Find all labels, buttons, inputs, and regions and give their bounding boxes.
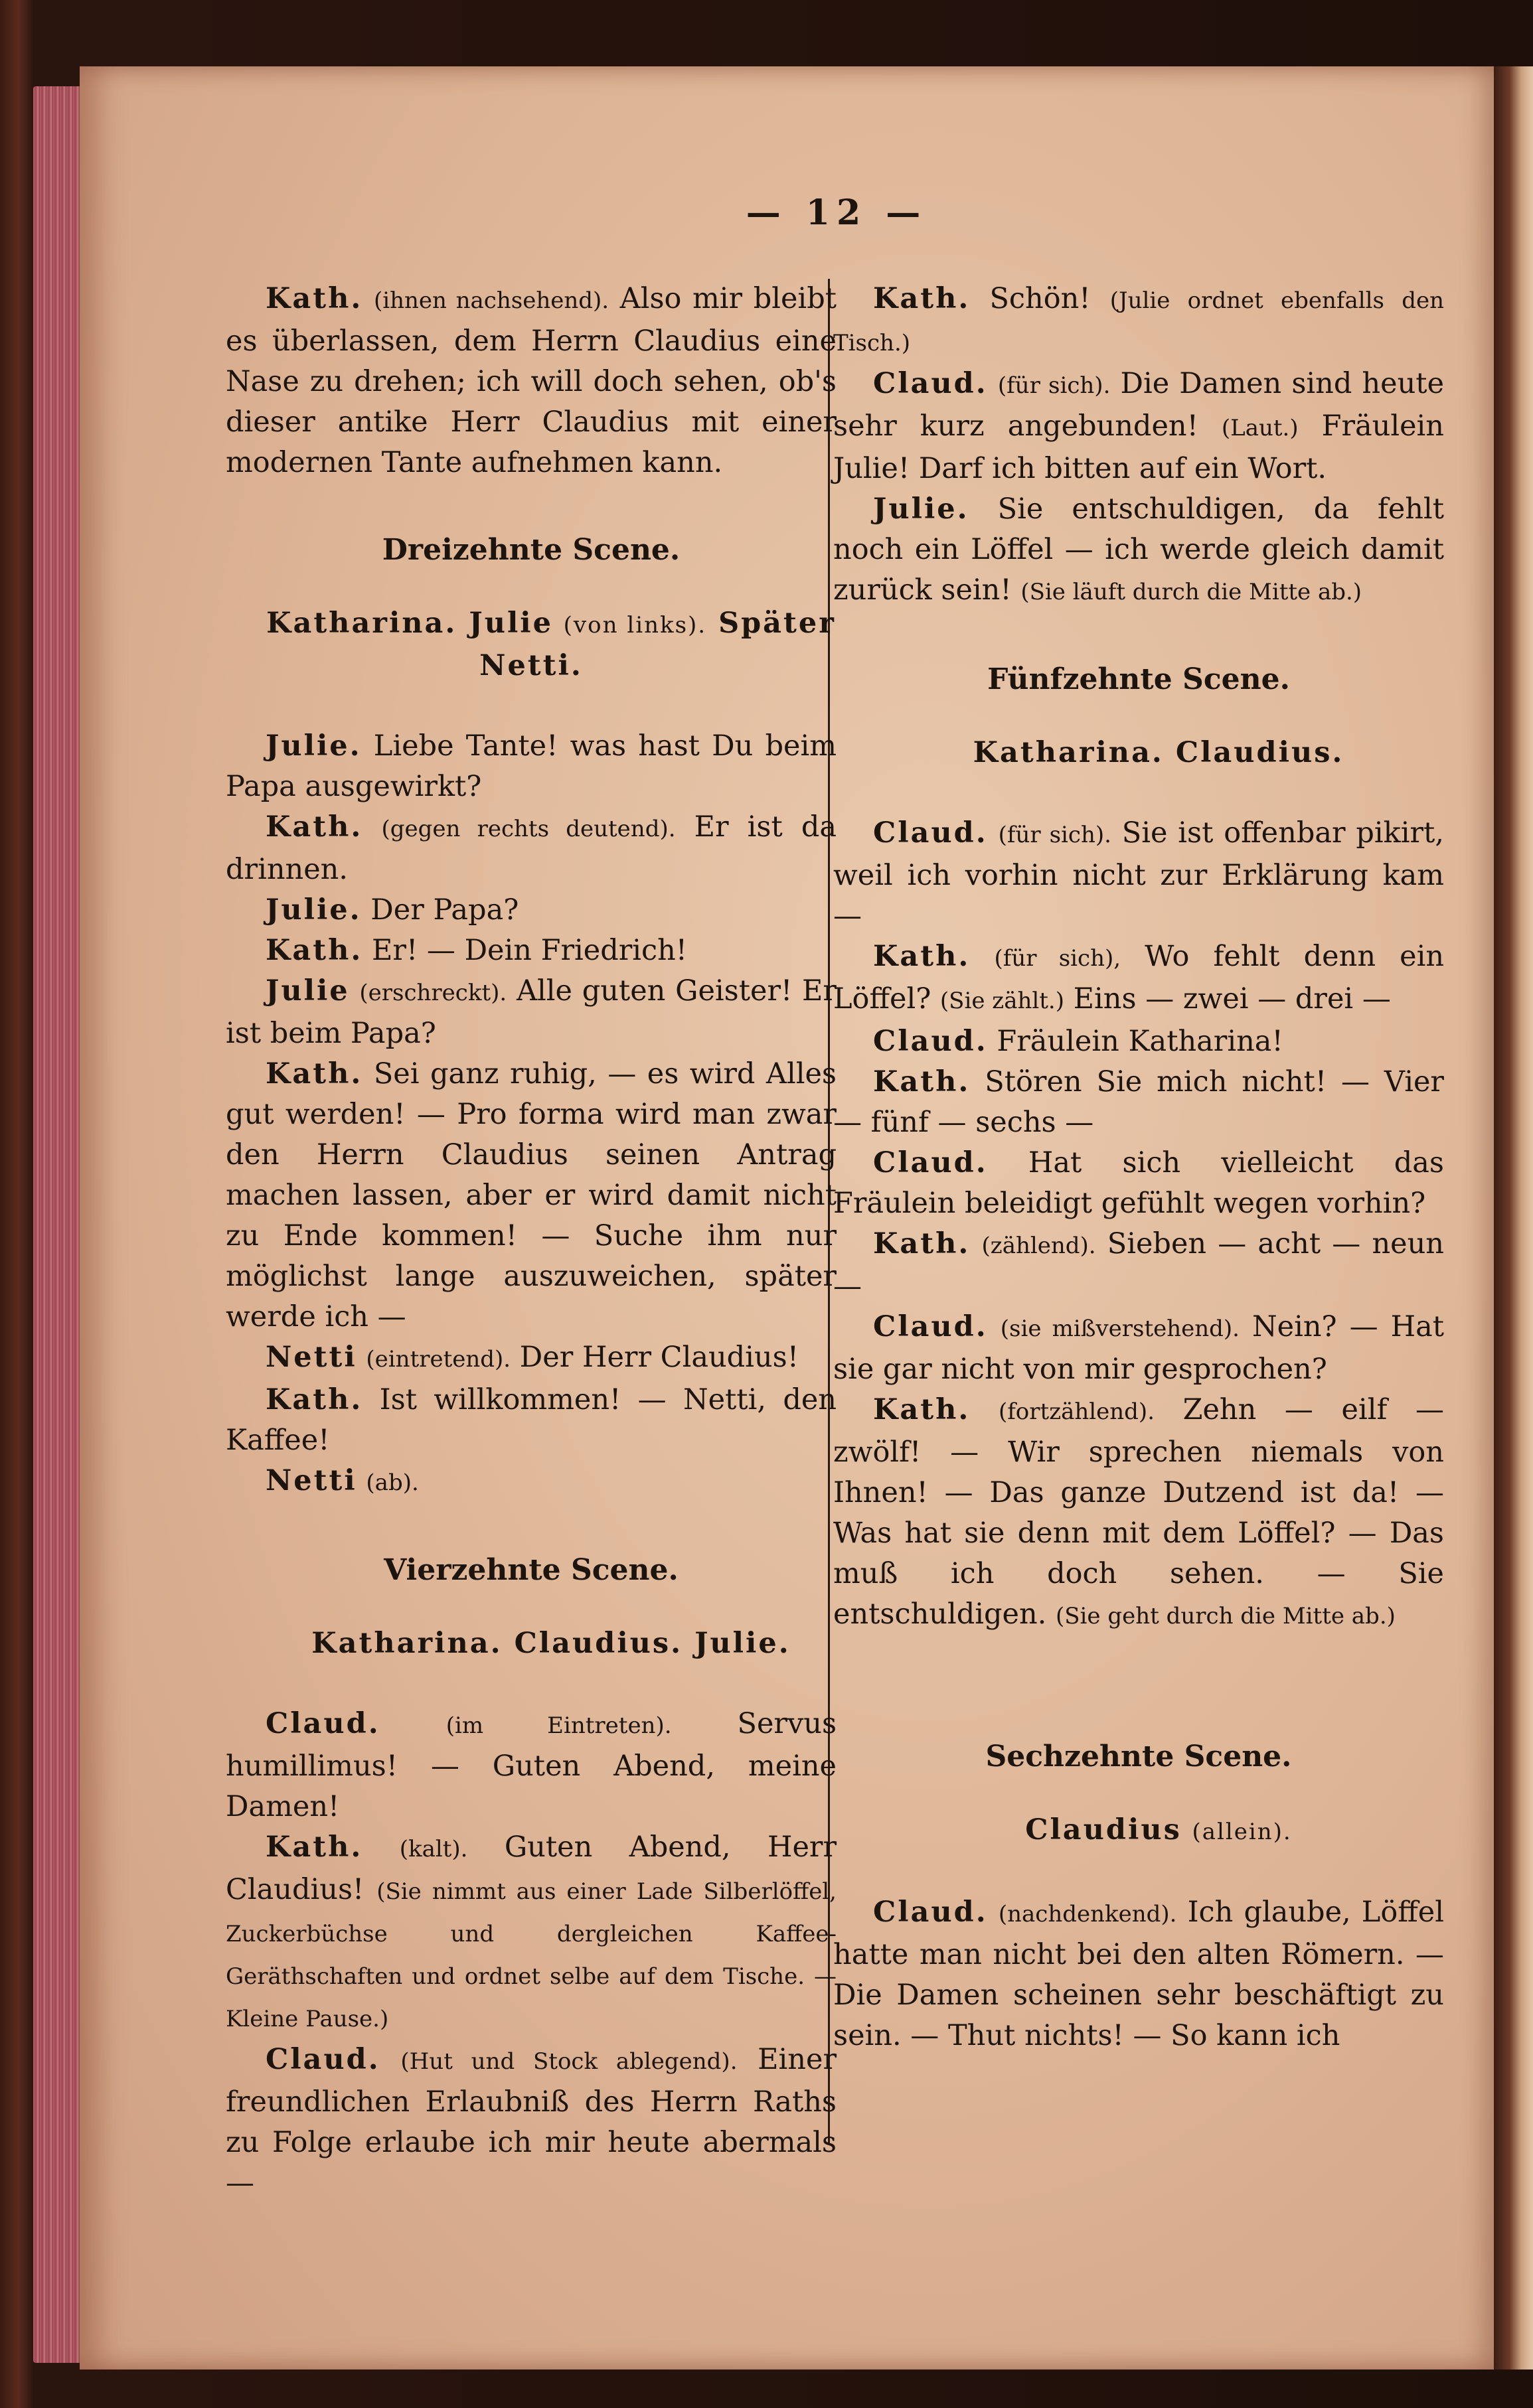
- speech-netti-2: [226, 1461, 837, 1503]
- speech-text: Hat sich vielleicht das Fräulein beleidigt gefühlt wegen vorhin?: [833, 1146, 1444, 1220]
- speaker: Kath.: [873, 1393, 971, 1426]
- speech-text: Eins — zwei — drei —: [1064, 982, 1391, 1016]
- speech-text: Alle guten Geister! Er ist beim Papa?: [226, 974, 837, 1050]
- speaker: Kath.: [873, 1065, 971, 1098]
- scene-heading-14: Vierzehnte Scene.: [384, 1553, 679, 1587]
- speech-julie-1: [226, 726, 837, 807]
- speech-claud-7: [833, 1307, 1444, 1390]
- speech-text: Schön!: [970, 282, 1091, 315]
- speaker: Julie: [266, 974, 350, 1008]
- speech-text: Sei ganz ruhig, — es wird Alles gut werden! — Pro forma wird man zwar den Herrn Claudius seinen Antrag machen lassen, aber er wird damit nicht zu Ende kommen! — Suche ihm nur möglichst lange auszuweichen, später werde ich —: [226, 1057, 837, 1333]
- speech-text: Fräulein Julie! Darf ich bitten auf ein Wort.: [833, 410, 1444, 485]
- stage-direction: (im Eintreten).: [445, 1712, 672, 1739]
- speaker: Kath.: [266, 934, 363, 967]
- stage-direction: (von links).: [563, 612, 707, 639]
- stage-direction: (für sich).: [998, 822, 1111, 848]
- book-gutter: [1494, 66, 1533, 2370]
- speech-text: Sie ist offenbar pikirt, weil ich vorhin nicht zur Erklärung kam —: [833, 816, 1444, 933]
- stage-direction: (Laut.): [1221, 415, 1299, 441]
- speaker: Claud.: [266, 2043, 380, 2076]
- speech-claud-4: [833, 813, 1444, 937]
- stage-direction: (sie mißverstehend).: [1000, 1316, 1240, 1342]
- speaker: Kath.: [266, 810, 363, 844]
- left-column: [226, 279, 837, 2204]
- scene-cast-14: [226, 1623, 837, 1664]
- speaker: Kath.: [873, 1227, 971, 1260]
- speech-julie-2: [226, 890, 837, 931]
- speaker: Kath.: [266, 1383, 363, 1416]
- speech-julie-4: [833, 489, 1444, 613]
- stage-direction: (eintretend).: [366, 1346, 511, 1373]
- speech-text: Stören Sie mich nicht! — Vier — fünf — sechs —: [833, 1065, 1444, 1139]
- stage-direction: (Sie läuft durch die Mitte ab.): [1020, 579, 1362, 605]
- speech-kath-4: [226, 1054, 837, 1337]
- speaker: Claud.: [266, 1707, 380, 1740]
- speaker: Kath.: [266, 1831, 363, 1864]
- right-column: [833, 279, 1444, 2056]
- speaker: Claud.: [873, 1896, 988, 1929]
- stage-direction: (allein).: [1192, 1819, 1292, 1845]
- speech-kath-10: [833, 1224, 1444, 1307]
- speaker: Claud.: [873, 1310, 988, 1343]
- speaker: Claud.: [873, 816, 988, 850]
- speech-text: Fräulein Katharina!: [987, 1025, 1283, 1058]
- speech-claud-3: [833, 364, 1444, 489]
- scene-cast-13: [226, 603, 837, 686]
- stage-direction: (kalt).: [399, 1836, 468, 1862]
- speech-text: Sieben — acht — neun —: [833, 1227, 1444, 1303]
- speech-text: Er ist da drinnen.: [226, 810, 837, 886]
- speech-claud-2: [226, 2040, 837, 2204]
- speech-text: Guten Abend, Herr Claudius!: [226, 1831, 837, 1906]
- speech-julie-3: [226, 971, 837, 1054]
- stage-direction: (fortzählend).: [998, 1398, 1155, 1425]
- speech-text: Liebe Tante! was hast Du beim Papa ausgewirkt?: [226, 729, 837, 803]
- stage-direction: (Hut und Stock ablegend).: [400, 2048, 738, 2075]
- speech-netti-1: [226, 1337, 837, 1380]
- speaker: Julie.: [266, 729, 362, 763]
- speech-text: Ich glaube, Löffel hatte man nicht bei den alten Römern. — Die Damen scheinen sehr beschäftigt zu sein. — Thut nichts! — So kann ich: [833, 1896, 1444, 2052]
- speech-text: Einer freundlichen Erlaubniß des Herrn Raths zu Folge erlaube ich mir heute abermals—: [226, 2043, 837, 2200]
- stage-direction: (für sich).: [997, 372, 1111, 399]
- speech-text: Servus humillimus! — Guten Abend, meine Damen!: [226, 1707, 837, 1823]
- stage-direction: (zählend).: [981, 1233, 1096, 1259]
- scene-cast-16: [833, 1810, 1444, 1852]
- speech-text: Wo fehlt denn ein Löffel?: [833, 940, 1445, 1016]
- stage-direction: (ab).: [366, 1469, 419, 1496]
- speech-text: Also mir bleibt es überlassen, dem Herrn Claudius eine Nase zu drehen; ich will doch sehen, ob's dieser antike Herr Claudius mit einer modernen Tante aufnehmen kann.: [226, 282, 837, 479]
- speaker: Claud.: [873, 1025, 988, 1058]
- speaker: Julie.: [873, 492, 969, 526]
- page-number: — 12 —: [746, 192, 928, 233]
- speaker: Netti: [266, 1341, 357, 1374]
- speech-text: Ist willkommen! — Netti, den Kaffee!: [226, 1383, 837, 1457]
- stage-direction: (Sie nimmt aus einer Lade Silberlöffel, Zuckerbüchse und dergleichen Kaffee-Geräthschaften und ordnet selbe auf dem Tische. — Kleine Pause.): [226, 1878, 837, 2032]
- speaker: Kath.: [266, 282, 363, 315]
- speech-claud-6: [833, 1143, 1444, 1224]
- speech-text: Sie entschuldigen, da fehlt noch ein Löffel — ich werde gleich damit zurück sein!: [833, 492, 1444, 607]
- speech-text: Nein? — Hat sie gar nicht von mir gesprochen?: [833, 1310, 1444, 1386]
- speech-text: Der Papa?: [361, 893, 519, 927]
- scene-cast-15: [833, 733, 1444, 773]
- scene-heading-16: Sechzehnte Scene.: [985, 1740, 1292, 1773]
- stage-direction: (Sie geht durch die Mitte ab.): [1056, 1603, 1396, 1629]
- speaker: Kath.: [873, 282, 971, 315]
- speech-claud-8: [833, 1892, 1444, 2056]
- cast-names: Katharina. Claudius.: [973, 736, 1344, 769]
- speaker: Kath.: [873, 940, 971, 973]
- cast-names: Katharina. Julie: [266, 607, 553, 640]
- speech-claud-5: [833, 1021, 1444, 1062]
- stage-direction: (erschreckt).: [359, 980, 507, 1006]
- speaker: Claud.: [873, 1146, 988, 1179]
- speech-kath-1: [226, 279, 837, 483]
- stage-direction: (für sich),: [994, 945, 1121, 972]
- stage-direction: (nachdenkend).: [998, 1901, 1177, 1927]
- speaker: Claud.: [873, 367, 988, 400]
- speech-text: Er! — Dein Friedrich!: [363, 934, 688, 967]
- stage-direction: (Julie ordnet ebenfalls den Tisch.): [833, 287, 1445, 356]
- speech-kath-3: [226, 931, 837, 971]
- speech-kath-5: [226, 1380, 837, 1461]
- cast-names: Claudius: [1025, 1813, 1182, 1846]
- speaker: Kath.: [266, 1057, 363, 1091]
- speech-kath-11: [833, 1390, 1444, 1637]
- speech-kath-9: [833, 1062, 1444, 1143]
- scene-heading-15: Fünfzehnte Scene.: [987, 662, 1290, 696]
- scene-heading-13: Dreizehnte Scene.: [382, 533, 681, 567]
- stage-direction: (gegen rechts deutend).: [381, 816, 676, 842]
- speech-kath-2: [226, 807, 837, 890]
- speech-text: Die Damen sind heute sehr kurz angebunden!: [833, 367, 1445, 443]
- speech-text: Der Herr Claudius!: [511, 1341, 799, 1374]
- cast-names: Katharina. Claudius. Julie.: [311, 1627, 791, 1660]
- speech-kath-7: [833, 279, 1444, 364]
- cast-names: Später Netti.: [479, 607, 836, 682]
- speech-kath-8: [833, 937, 1444, 1021]
- speaker: Netti: [266, 1464, 357, 1497]
- speaker: Julie.: [266, 893, 362, 927]
- speech-kath-6: [226, 1827, 837, 2040]
- stage-direction: (ihnen nachsehend).: [373, 287, 609, 314]
- speech-claud-1: [226, 1704, 837, 1827]
- speech-text: Zehn — eilf — zwölf! — Wir sprechen niemals von Ihnen! — Das ganze Dutzend ist da! — Was hat sie denn mit dem Löffel? — Das muß ich doch sehen. — Sie entschuldigen.: [833, 1393, 1444, 1631]
- book-page-edges: [33, 86, 80, 2363]
- stage-direction: (Sie zählt.): [939, 988, 1064, 1014]
